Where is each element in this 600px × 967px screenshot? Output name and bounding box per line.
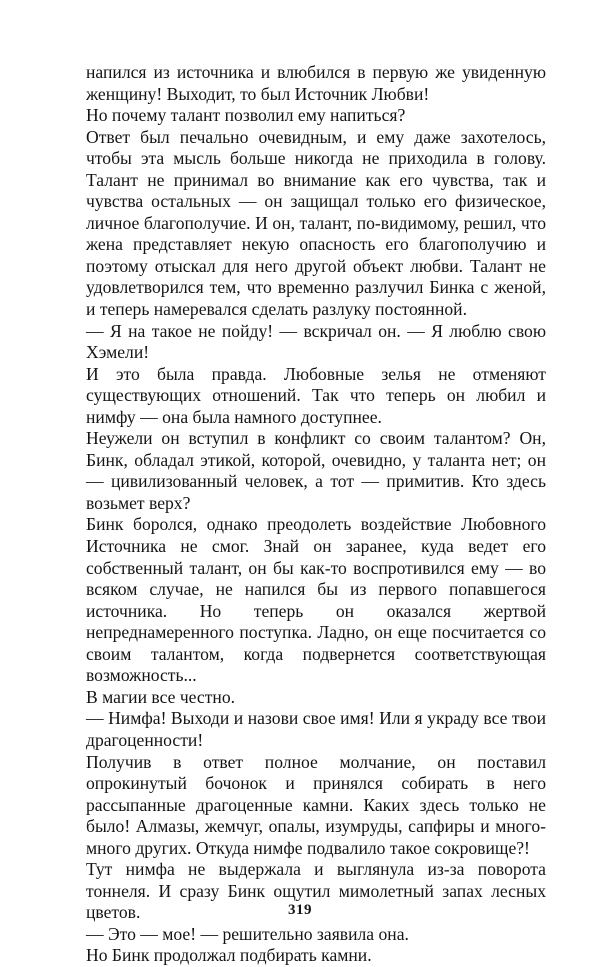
- paragraph-5: И это была правда. Любовные зелья не отменяют существующих отношений. Так что теперь он любил и нимфу — она была намного доступнее.: [86, 363, 546, 427]
- paragraph-4: — Я на такое не пойду! — вскричал он. — Я люблю свою Хэмели!: [86, 320, 546, 363]
- paragraph-1: напился из источника и влюбился в первую же увиденную женщину! Выходит, то был Источник Любви!: [86, 62, 546, 104]
- page-number: 319: [288, 902, 312, 918]
- paragraph-2: Но почему талант позволил ему напиться?: [86, 105, 406, 126]
- paragraph-3: Ответ был печально очевидным, и ему даже захотелось, чтобы эта мысль больше никогда не приходила в голову. Талант не принимал во внимание как его чувства, так и чувства остальных — он защищал только его физическое, личное благополучие. И он, талант, по-видимому, решил, что жена представляет некую опасность его благополучию и поэтому отыскал для него другой объект любви. Талант не удовлетворился тем, что временно разлучил Бинка с женой, и теперь намеревался сделать разлуку постоянной.: [86, 126, 546, 320]
- paragraph-12: — Это — мое! — решительно заявила она.: [86, 923, 409, 944]
- paragraph-10: Получив в ответ полное молчание, он поставил опрокинутый бочонок и принялся собирать в него рассыпанные драгоценные камни. Каких здесь только не было! Алмазы, жемчуг, опалы, изумруды, сапфиры и много-много других. Откуда нимфе подвалило такое сокровище?!: [86, 751, 546, 858]
- page-text-block: [86, 62, 546, 967]
- paragraph-7: Бинк боролся, однако преодолеть воздействие Любовного Источника не смог. Знай он заранее, куда ведет его собственный талант, он бы как-то воспротивился ему — во всяком случае, не напился бы из первого попавшегося источника. Но теперь он оказался жертвой непреднамеренного поступка. Ладно, он еще посчитается со своим талантом, когда подвернется соответствующая возможность...: [86, 514, 546, 686]
- paragraph-6: Неужели он вступил в конфликт со своим талантом? Он, Бинк, обладал этикой, которой, очевидно, у таланта нет; он — цивилизованный человек, а тот — примитив. Кто здесь возьмет верх?: [86, 428, 546, 513]
- paragraph-9: — Нимфа! Выходи и назови свое имя! Или я украду все твои драгоценности!: [86, 708, 546, 750]
- paragraph-13: Но Бинк продолжал подбирать камни.: [86, 945, 372, 966]
- paragraph-11: Тут нимфа не выдержала и выглянула из-за поворота тоннеля. И сразу Бинк ощутил мимолетный запах лесных цветов.: [86, 859, 546, 923]
- paragraph-8: В магии все честно.: [86, 686, 236, 707]
